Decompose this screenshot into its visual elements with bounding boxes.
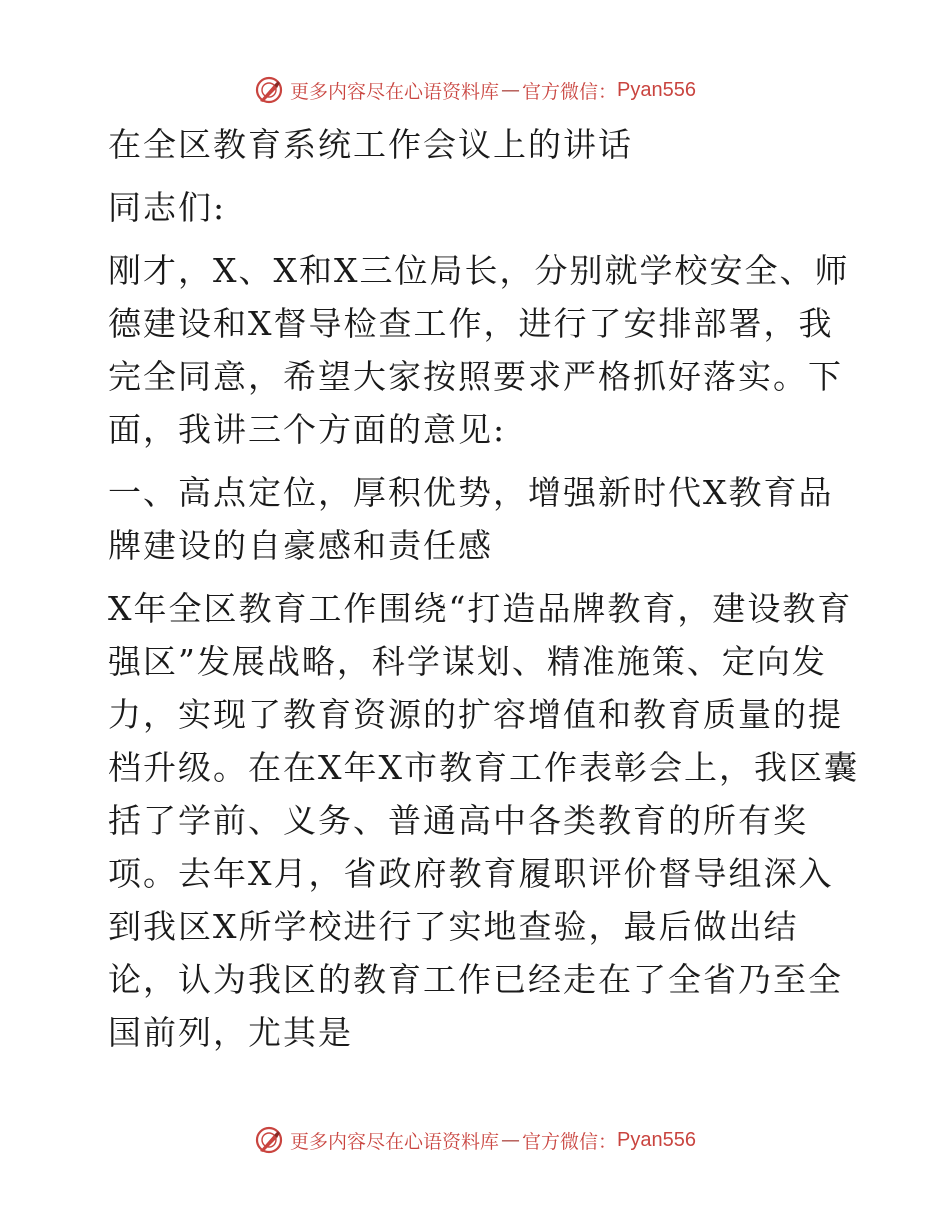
watermark-id: Pyan556 [617, 78, 696, 101]
document-title: 在全区教育系统工作会议上的讲话 [108, 125, 633, 164]
paragraph-2: X年全区教育工作围绕“打造品牌教育，建设教育强区”发展战略，科学谋划、精准施策、定向发力，实现了教育资源的扩容增值和教育质量的提档升级。在在X年X市教育工作表彰会上，我区囊括了学前、义务、普通高中各类教育的所有奖项。去年X月，省政府教育履职评价督导组深入到我区X所学校进行了实地查验，最后做出结论，认为我区的教育工作已经走在了全省乃至全国前列，尤其是 [108, 589, 859, 1052]
pen-logo-icon [254, 1125, 284, 1155]
salutation: 同志们: [108, 188, 227, 227]
watermark-separator: — [501, 79, 521, 101]
watermark-id: Pyan556 [617, 1128, 696, 1151]
document-body [96, 118, 866, 1069]
watermark-footer [0, 1120, 950, 1160]
watermark-separator: — [501, 1129, 521, 1151]
section-heading-1: 一、高点定位，厚积优势，增强新时代X教育品牌建设的自豪感和责任感 [108, 473, 834, 565]
paragraph-1: 刚才，X、X和X三位局长，分别就学校安全、师德建设和X督导检查工作，进行了安排部署，我完全同意，希望大家按照要求严格抓好落实。下面，我讲三个方面的意见: [108, 251, 850, 449]
watermark-text: 更多内容尽在心语资料库 [290, 1130, 500, 1153]
watermark-label: 官方微信： [522, 80, 618, 103]
watermark-label: 官方微信： [522, 1130, 618, 1153]
watermark-header [0, 70, 950, 110]
pen-logo-icon [254, 75, 284, 105]
watermark-text: 更多内容尽在心语资料库 [290, 80, 500, 103]
